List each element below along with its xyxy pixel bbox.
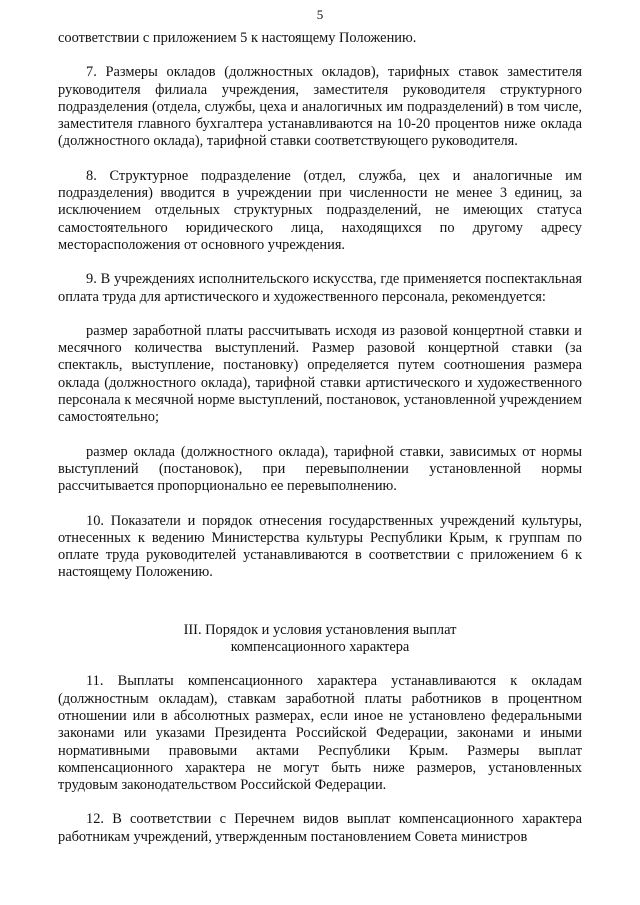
paragraph-7: 7. Размеры окладов (должностных окладов), тарифных ставок заместителя руководителя филиала учреждения, заместителя руководителя структурного подразделения (отдела, службы, цеха и аналогичных им подразделений) в том числе, заместителя главного бухгалтера устанавливаются на 10-20 процентов ниже оклада (должностного оклада), тарифной ставки соответствующего руководителя. — [58, 64, 582, 150]
document-body — [58, 30, 582, 846]
paragraph-11: 11. Выплаты компенсационного характера устанавливаются к окладам (должностным окладам), ставкам заработной платы работников в процентном отношении или в абсолютных размерах, если иное не установлено федеральными законами или указами Президента Российской Федерации, законами и иными нормативными правовыми актами Республики Крым. Размеры выплат компенсационного характера не могут быть ниже размеров, установленных трудовым законодательством Российской Федерации. — [58, 673, 582, 794]
section-heading-line-1: III. Порядок и условия установления выплат — [183, 621, 457, 638]
paragraph-12: 12. В соответствии с Перечнем видов выплат компенсационного характера работникам учреждений, утвержденным постановлением Совета министров — [58, 811, 582, 845]
paragraph-10: 10. Показатели и порядок отнесения государственных учреждений культуры, отнесенных к ведению Министерства культуры Республики Крым, к группам по оплате труда руководителей устанавливаются в соответствии с приложением 6 к настоящему Положению. — [58, 512, 582, 581]
page-number: 5 — [316, 7, 324, 22]
paragraph-9-item-b: размер оклада (должностного оклада), тарифной ставки, зависимых от нормы выступлений (постановок), при перевыполнении установленной нормы рассчитывается пропорционально ее перевыполнению. — [58, 443, 582, 495]
paragraph-9: 9. В учреждениях исполнительского искусства, где применяется поспектакльная оплата труда для артистического и художественного персонала, рекомендуется: — [58, 271, 582, 305]
section-heading — [58, 622, 582, 657]
paragraph-8: 8. Структурное подразделение (отдел, служба, цех и аналогичные им подразделения) вводится в учреждении при численности не менее 3 единиц, за исключением отдельных структурных подразделений, не имеющих статуса самостоятельного юридического лица, находящихся по другому адресу месторасположения от основного учреждения. — [58, 167, 582, 253]
paragraph-9-item-a: размер заработной платы рассчитывать исходя из разовой концертной ставки и месячного количества выступлений. Размер разовой концертной ставки (за спектакль, выступление, постановку) определяется путем соотношения размера оклада (должностного оклада), тарифной ставки артистического и художественного персонала к месячной норме выступлений, постановок, установленной учреждением самостоятельно; — [58, 322, 582, 426]
section-heading-line-2: компенсационного характера — [230, 639, 410, 656]
paragraph-continuation: соответствии с приложением 5 к настоящему Положению. — [58, 30, 417, 46]
